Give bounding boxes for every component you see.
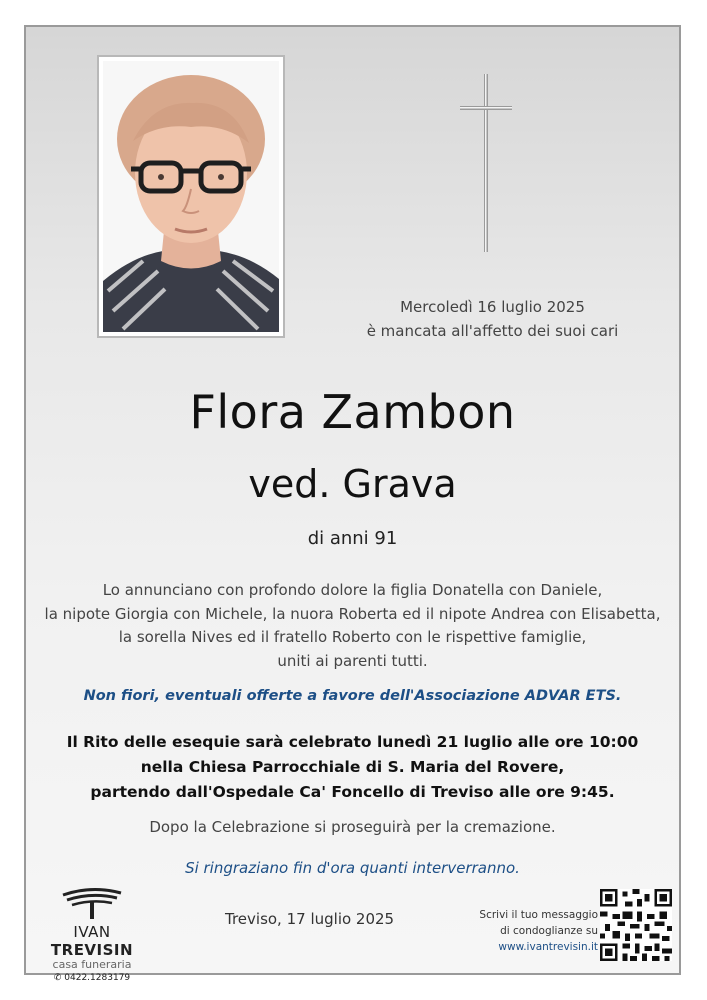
cross-icon [458, 74, 514, 254]
qr-code-icon[interactable] [600, 889, 672, 961]
family-line: la sorella Nives ed il fratello Roberto con le rispettive famiglie, [118, 628, 587, 646]
deceased-married-name: ved. Grava [248, 462, 457, 506]
family-line: uniti ai parenti tutti. [277, 651, 428, 670]
family-announcement [24, 579, 681, 673]
deceased-age: di anni 91 [307, 528, 398, 549]
message-line: Scrivi il tuo messaggio [479, 909, 598, 921]
place-and-date: Treviso, 17 luglio 2025 [225, 910, 395, 928]
logo-first-name: IVAN [73, 923, 111, 941]
logo-last-name: TREVISIN [50, 941, 134, 959]
portrait-image [103, 61, 279, 332]
deceased-photo [97, 55, 285, 338]
family-line: Lo annunciano con profondo dolore la figlia Donatella con Daniele, [102, 581, 603, 599]
tree-logo-icon [57, 885, 127, 919]
funeral-rite [24, 730, 681, 805]
condolence-message [470, 907, 598, 955]
funeral-home-phone [36, 973, 148, 983]
logo-subtitle: casa funeraria [52, 958, 132, 971]
thanks-note: Si ringraziano fin d'ora quanti interverranno. [185, 859, 520, 877]
rite-line: nella Chiesa Parrocchiale di S. Maria del Rovere, [140, 758, 565, 776]
passing-date: Mercoledì 16 luglio 2025 [400, 298, 585, 316]
cremation-note: Dopo la Celebrazione si proseguirà per la cremazione. [149, 818, 556, 836]
message-line: di condoglianze su [500, 925, 598, 937]
funeral-home-logo [36, 885, 148, 983]
deceased-name: Flora Zambon [189, 385, 516, 439]
logo-wordmark [36, 923, 148, 959]
family-line: la nipote Giorgia con Michele, la nuora Roberta ed il nipote Andrea con Elisabetta, [44, 604, 661, 623]
phone-icon: ✆ [53, 973, 62, 983]
passing-line: è mancata all'affetto dei suoi cari [366, 322, 619, 340]
website-link[interactable]: www.ivantrevisin.it [498, 941, 598, 953]
rite-line: partendo dall'Ospedale Ca' Foncello di Treviso alle ore 9:45. [90, 783, 615, 801]
donation-note: Non fiori, eventuali offerte a favore dell'Associazione ADVAR ETS. [83, 688, 622, 704]
rite-line: Il Rito delle esequie sarà celebrato lunedì 21 luglio alle ore 10:00 [66, 733, 639, 751]
phone-number: 0422.1283179 [64, 973, 131, 983]
